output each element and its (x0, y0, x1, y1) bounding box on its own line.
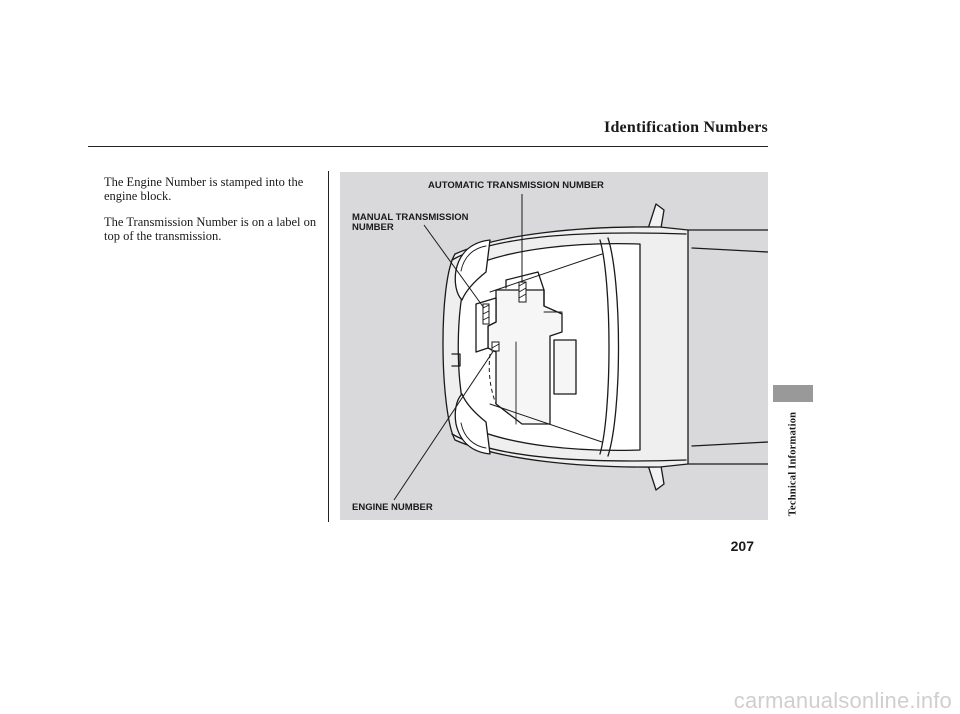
section-side-label-text: Technical Information (787, 411, 799, 517)
automatic-transmission-number-callout: AUTOMATIC TRANSMISSION NUMBER (428, 180, 604, 191)
engine-number-callout: ENGINE NUMBER (352, 502, 433, 513)
engine-number-paragraph: The Engine Number is stamped into the engine block. (104, 175, 304, 203)
column-divider (328, 171, 329, 522)
engine-bay-illustration (340, 172, 768, 520)
page-number: 207 (730, 538, 754, 554)
header-rule (88, 146, 768, 147)
section-tab-marker (773, 385, 813, 402)
site-watermark: carmanualsonline.info (733, 688, 952, 713)
section-side-label (772, 408, 814, 520)
transmission-number-paragraph: The Transmission Number is on a label on top of the transmission. (104, 215, 317, 243)
manual-transmission-number-callout: MANUAL TRANSMISSION NUMBER (352, 212, 469, 233)
page-title: Identification Numbers (604, 119, 768, 136)
